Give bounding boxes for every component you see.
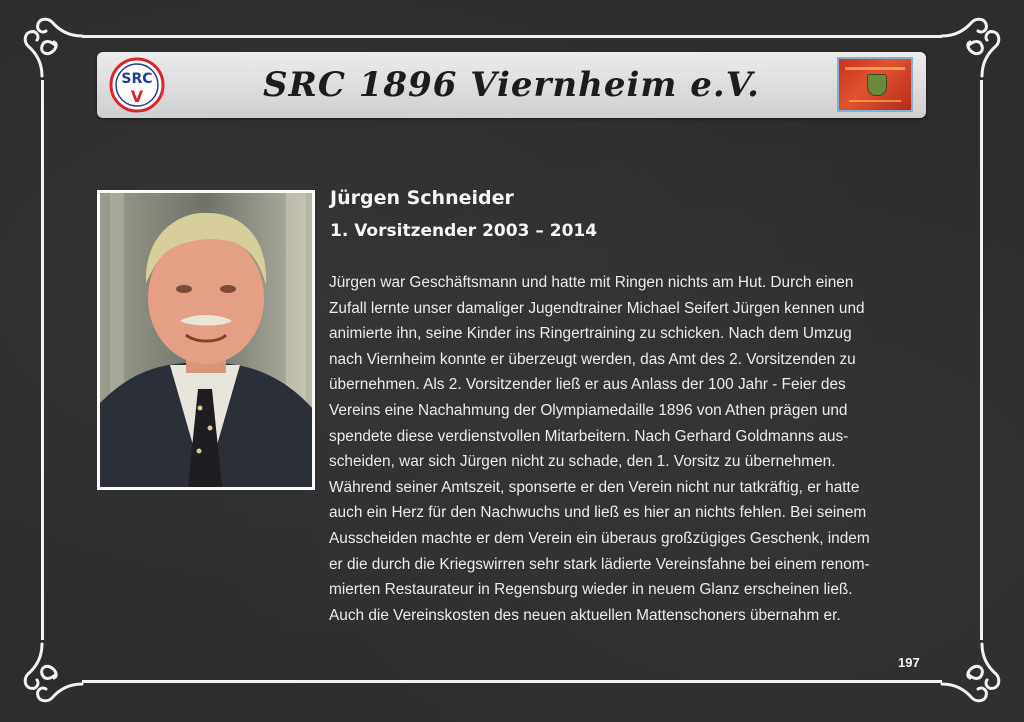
biography-line: Jürgen war Geschäftsmann und hatte mit Ringen nichts am Hut. Durch einen xyxy=(329,274,854,291)
flag-band xyxy=(845,67,905,70)
biography-line: übernehmen. Als 2. Vorsitzender ließ er aus Anlass der 100 Jahr - Feier des xyxy=(329,376,846,394)
frame-right-line xyxy=(980,80,983,640)
frame-top-line xyxy=(82,35,942,38)
person-name: Jürgen Schneider xyxy=(330,187,514,209)
corner-scroll-ornament-icon xyxy=(938,640,1002,704)
biography-line: scheiden, war sich Jürgen nicht zu schade, den 1. Vorsitz zu übernehmen. xyxy=(329,453,836,471)
header-bar xyxy=(97,52,926,118)
logo-text-top: SRC xyxy=(121,71,153,87)
club-flag-icon xyxy=(837,57,913,112)
biography-line: Auch die Vereinskosten des neuen aktuellen Mattenschoners übernahm er. xyxy=(329,606,841,624)
biography-line: auch ein Herz für den Nachwuchs und ließ es hier an nichts fehlen. Bei seinem xyxy=(329,504,867,522)
logo-text-bottom: V xyxy=(130,87,144,106)
biography-line: spendete diese verdienstvollen Mitarbeitern. Nach Gerhard Goldmanns aus- xyxy=(329,427,849,445)
biography-line: Während seiner Amtszeit, sponserte er den Verein nicht nur tatkräftig, er hatte xyxy=(329,478,860,496)
biography-text xyxy=(329,270,941,628)
corner-scroll-ornament-icon xyxy=(22,640,86,704)
corner-scroll-ornament-icon xyxy=(22,16,86,80)
portrait-illustration xyxy=(100,193,312,487)
page-number: 197 xyxy=(898,655,920,670)
person-role: 1. Vorsitzender 2003 – 2014 xyxy=(330,221,598,241)
frame-left-line xyxy=(41,80,44,640)
biography-line: er die durch die Kriegswirren sehr stark lädierte Vereinsfahne bei einem renom- xyxy=(329,555,870,573)
biography-line: mierten Restaurateur in Regensburg wieder in neuem Glanz erscheinen ließ. xyxy=(329,581,853,599)
biography-line: nach Viernheim konnte er überzeugt werden, das Amt des 2. Vorsitzenden zu xyxy=(329,350,856,368)
biography-line: Ausscheiden machte er dem Verein ein überaus großzügiges Geschenk, indem xyxy=(329,529,870,547)
corner-scroll-ornament-icon xyxy=(938,16,1002,80)
flag-emblem xyxy=(867,74,887,96)
biography-line: animierte ihn, seine Kinder ins Ringertraining zu schicken. Nach dem Umzug xyxy=(329,325,852,343)
flag-band-lower xyxy=(849,100,901,102)
page-title: SRC 1896 Viernheim e.V. xyxy=(263,65,760,105)
frame-bottom-line xyxy=(82,680,942,683)
portrait-photo xyxy=(97,190,315,490)
biography-line: Vereins eine Nachahmung der Olympiamedaille 1896 von Athen prägen und xyxy=(329,401,848,419)
biography-line: Zufall lernte unser damaliger Jugendtrainer Michael Seifert Jürgen kennen und xyxy=(329,299,865,317)
